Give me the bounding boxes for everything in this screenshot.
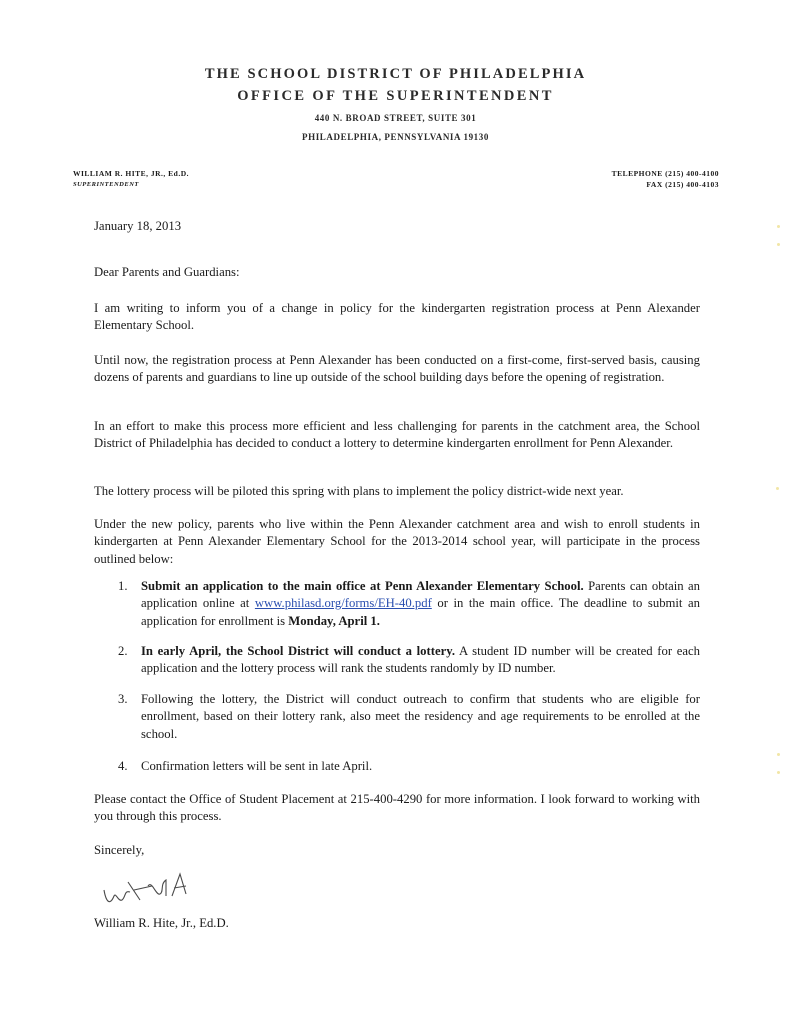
- list-text: [141, 578, 700, 630]
- list-text: [141, 643, 700, 678]
- fax: FAX (215) 400-4103: [646, 180, 719, 189]
- letterhead-city: PHILADELPHIA, PENNSYLVANIA 19130: [302, 132, 489, 142]
- list-text-b: or in the main office. The deadline to submit an application for enrollment is: [141, 596, 700, 628]
- telephone: TELEPHONE (215) 400-4100: [611, 169, 719, 178]
- sender-title: SUPERINTENDENT: [73, 181, 139, 188]
- sender-name: WILLIAM R. HITE, JR., Ed.D.: [73, 169, 190, 178]
- list-number: 2.: [118, 644, 128, 658]
- signature-image: [100, 866, 220, 916]
- deadline-date: Monday, April 1.: [288, 613, 380, 628]
- scan-speck: [777, 771, 780, 774]
- application-link[interactable]: www.philasd.org/forms/EH-40.pdf: [254, 596, 432, 611]
- list-number: 4.: [118, 759, 128, 773]
- signoff: Sincerely,: [94, 843, 145, 857]
- list-bold: In early April, the School District will conduct a lottery.: [141, 644, 456, 658]
- signer-name: William R. Hite, Jr., Ed.D.: [94, 916, 229, 930]
- paragraph-contact: Please contact the Office of Student Placement at 215-400-4290 for more information. I look forward to working with you through this process.: [94, 792, 700, 824]
- list-bold: Submit an application to the main office at Penn Alexander Elementary School.: [141, 579, 584, 593]
- scan-speck: [777, 243, 780, 246]
- paragraph-history: Until now, the registration process at Penn Alexander has been conducted on a first-come, first-served basis, causing dozens of parents and guardians to line up outside of the school building days before the opening of registration.: [94, 353, 700, 385]
- letterhead-street: 440 N. BROAD STREET, SUITE 301: [314, 113, 477, 123]
- list-text: Following the lottery, the District will conduct outreach to confirm that students who are eligible for enrollment, based on their lottery rank, also meet the residency and age requirements to be enrolled at the school.: [141, 692, 700, 741]
- list-text: Confirmation letters will be sent in late April.: [141, 759, 373, 773]
- list-text-a: A student ID number will be created for each application and the lottery process will rank the students randomly by ID number.: [141, 644, 700, 676]
- contact-block: [612, 168, 719, 190]
- paragraph-pilot: The lottery process will be piloted this spring with plans to implement the policy district-wide next year.: [94, 484, 624, 498]
- letter-date: January 18, 2013: [94, 219, 182, 233]
- letterhead-office: OFFICE OF THE SUPERINTENDENT: [237, 88, 554, 104]
- salutation: Dear Parents and Guardians:: [94, 265, 240, 279]
- list-number: 1.: [118, 579, 128, 593]
- letterhead-district: THE SCHOOL DISTRICT OF PHILADELPHIA: [204, 66, 587, 82]
- sender-block: [73, 168, 189, 190]
- paragraph-lottery: In an effort to make this process more efficient and less challenging for parents in the catchment area, the School District of Philadelphia has decided to conduct a lottery to determine kindergarten enrollment for Penn Alexander.: [94, 419, 700, 451]
- list-text-a: Parents can obtain an application online at: [141, 579, 700, 611]
- scan-speck: [776, 487, 779, 490]
- scan-speck: [777, 753, 780, 756]
- paragraph-policy: Under the new policy, parents who live within the Penn Alexander catchment area and wish to enroll students in kindergarten at Penn Alexander Elementary School for the 2013-2014 school year, will participate in the process outlined below:: [94, 517, 700, 566]
- list-number: 3.: [118, 692, 128, 706]
- paragraph-intro: I am writing to inform you of a change in policy for the kindergarten registration process at Penn Alexander Elementary School.: [94, 301, 700, 333]
- scan-speck: [777, 225, 780, 228]
